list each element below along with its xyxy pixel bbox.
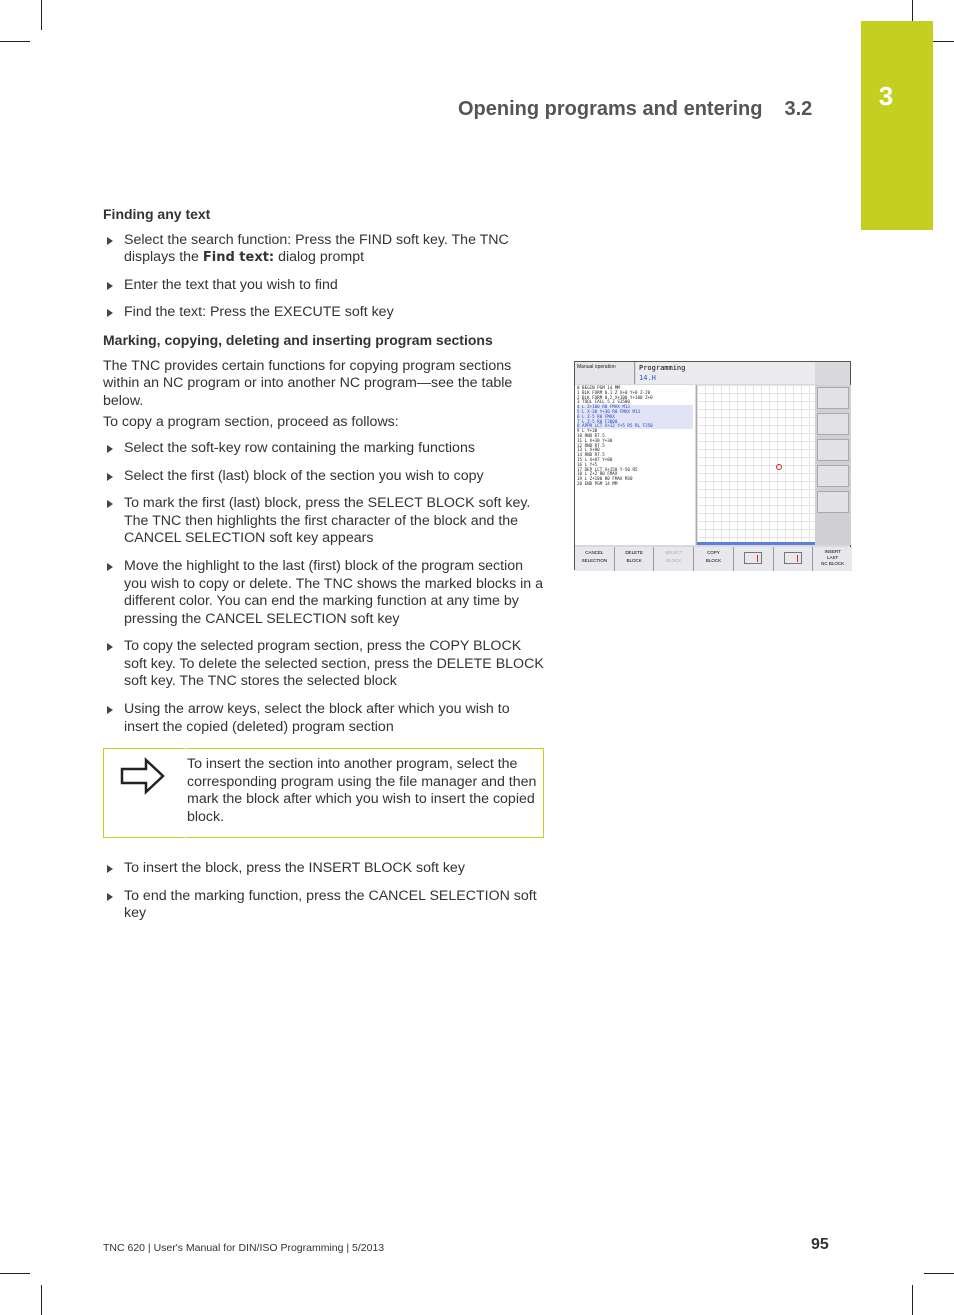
list-item: Select the soft-key row containing the marking functions: [103, 440, 544, 458]
step-text: Select the search function: Press the FIND soft key. The TNC displays the: [124, 231, 509, 266]
insert-last-nc-block-softkey[interactable]: [813, 547, 852, 571]
softkey-row: [575, 547, 852, 571]
softkey-label: DELETE: [625, 550, 643, 555]
side-softkey[interactable]: [817, 439, 849, 461]
crop-mark: [0, 1273, 30, 1274]
crop-mark: [41, 0, 42, 30]
chapter-tab: [861, 21, 933, 230]
softkey-label: BLOCK: [705, 558, 722, 563]
softkey-label: CANCEL: [585, 550, 604, 555]
program-line: 19 L Z+100 R0 FMAX M30: [577, 476, 633, 482]
side-softkey[interactable]: [817, 491, 849, 513]
chapter-number: 3: [878, 81, 894, 111]
main-column: [103, 206, 544, 933]
program-line: 14 RND R7.5: [577, 452, 605, 458]
program-line: 13 L X+80: [577, 447, 600, 453]
block-down-icon: [784, 552, 802, 564]
crop-mark: [0, 41, 30, 42]
program-line-marked: 8 APPR LCT X+12 Y+5 R5 RL F250: [577, 424, 693, 429]
program-file-name: 14.H: [639, 374, 656, 382]
softkey-label: INSERT: [824, 549, 841, 554]
program-line: 9 L Y+30: [577, 428, 598, 434]
marking-intro-2: To copy a program section, proceed as follows:: [103, 414, 399, 431]
select-block-softkey[interactable]: [654, 547, 693, 571]
datum-marker: [776, 464, 782, 470]
operating-mode-label: Manual operation: [575, 362, 635, 384]
side-softkey[interactable]: [817, 465, 849, 487]
softkey-label: NC BLOCK: [821, 561, 845, 566]
program-line: 20 END PGM 14 MM: [577, 480, 618, 486]
footer-text: TNC 620 | User's Manual for DIN/ISO Programming | 5/2013: [103, 1242, 385, 1254]
page-number: 95: [811, 1236, 829, 1253]
program-line: 16 L Y+5: [577, 461, 598, 467]
vertical-softkey-bar: [815, 385, 851, 545]
list-item: Find the text: Press the EXECUTE soft key: [103, 304, 544, 322]
program-line-marked: 6 L Z-5 R0 FMAX: [577, 415, 693, 420]
program-listing: [575, 385, 695, 545]
graphics-scrollbar: [697, 542, 815, 545]
dialog-prompt-name: Find text:: [202, 250, 275, 266]
softkey-label: BLOCK: [626, 558, 642, 563]
list-item: Select the first (last) block of the section you wish to copy: [103, 468, 544, 486]
crop-mark: [912, 1285, 913, 1315]
running-head-section: 3.2: [784, 98, 813, 120]
move-block-down-softkey[interactable]: [774, 547, 813, 571]
crop-mark: [41, 1285, 42, 1315]
program-line: 11 L X+30 Y+30: [577, 437, 613, 443]
program-line-marked: 7 L Z-5 R0 F2000: [577, 420, 693, 425]
program-line-marked: 5 L X-30 Y+30 R0 FMAX M13: [577, 410, 693, 415]
program-line: 0 BEGIN PGM 14 MM: [577, 385, 620, 390]
delete-block-softkey[interactable]: [615, 547, 654, 571]
program-line: 18 L Z+2 R0 FMAX: [577, 471, 618, 477]
note-box: [103, 748, 544, 838]
program-line: 1 BLK FORM 0.1 Z X+0 Y+0 Z-20: [577, 389, 651, 395]
list-item: To mark the first (last) block, press the SELECT BLOCK soft key. The TNC then highlights the first character of the block and the CANCEL SELECTION soft key appears: [103, 495, 544, 548]
list-item: Enter the text that you wish to find: [103, 277, 544, 295]
crop-mark: [924, 1273, 954, 1274]
programming-mode-header: [636, 362, 815, 384]
note-text: To insert the section into another program, select the corresponding program using the file manager and then mark the block after which you wish to insert the copied block.: [187, 756, 537, 826]
cancel-selection-softkey[interactable]: [575, 547, 614, 571]
programming-mode-label: Programming: [639, 364, 686, 372]
arrow-right-icon: [120, 757, 166, 795]
move-block-up-softkey[interactable]: [734, 547, 773, 571]
softkey-label: SELECT: [665, 550, 683, 555]
side-softkey[interactable]: [817, 413, 849, 435]
program-line: 2 BLK FORM 0.2 X+100 Y+100 Z+0: [577, 394, 653, 400]
step-text: dialog prompt: [274, 249, 365, 266]
program-line: 15 L X+87 Y+80: [577, 456, 613, 462]
list-item: To end the marking function, press the CANCEL SELECTION soft key: [103, 888, 544, 923]
tnc-screenshot: [574, 361, 851, 570]
program-line: 12 RND R7.5: [577, 442, 605, 448]
finding-heading: Finding any text: [103, 206, 211, 222]
list-item: Using the arrow keys, select the block after which you wish to insert the copied (deleted) program section: [103, 701, 544, 736]
softkey-label: LAST: [827, 555, 839, 560]
softkey-label: COPY: [707, 550, 720, 555]
block-up-icon: [744, 552, 762, 564]
list-item: To copy the selected program section, press the COPY BLOCK soft key. To delete the selected section, press the DELETE BLOCK soft key. The TNC stores the selected block: [103, 638, 544, 691]
running-head-title: Opening programs and entering: [458, 98, 763, 120]
list-item: [103, 232, 544, 267]
program-line-marked: 4 L Z+100 R0 FMAX M13: [577, 405, 693, 410]
side-softkey[interactable]: [817, 387, 849, 409]
marking-intro: The TNC provides certain functions for copying program sections within an NC program or into another NC program—see the table below.: [103, 357, 513, 409]
list-item: To insert the block, press the INSERT BLOCK soft key: [103, 860, 544, 878]
softkey-label: BLOCK: [666, 558, 682, 563]
programming-graphics: [696, 385, 815, 545]
program-line: 10 RND R7.5: [577, 432, 605, 438]
running-head: [458, 98, 812, 121]
program-line: 17 DEP LCT X+150 Y-50 R5: [577, 466, 638, 472]
list-item: Move the highlight to the last (first) block of the program section you wish to copy or delete. The TNC shows the marked blocks in a different color. You can end the marking function at any time by pressing the CANCEL SELECTION soft key: [103, 558, 544, 628]
softkey-label: SELECTION: [581, 558, 608, 563]
copy-block-softkey[interactable]: [694, 547, 733, 571]
marking-heading: Marking, copying, deleting and inserting program sections: [103, 331, 493, 348]
program-line: 3 TOOL CALL 5 Z S3500: [577, 399, 630, 405]
